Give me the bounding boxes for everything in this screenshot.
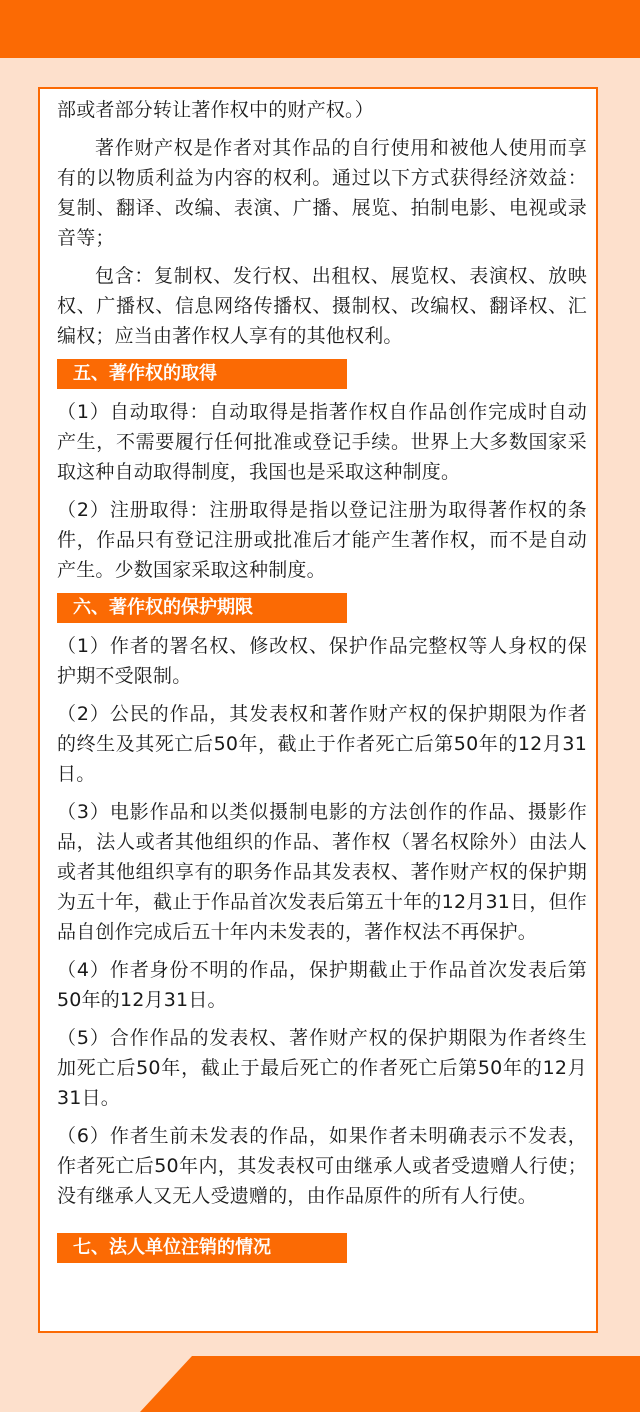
- article-body: [57, 95, 587, 1271]
- section6-item-2: （2）公民的作品，其发表权和著作财产权的保护期限为作者的终生及其死亡后50年，截止于作者死亡后第50年的12月31日。: [57, 703, 587, 785]
- section6-item-5: （5）合作作品的发表权、著作财产权的保护期限为作者终生加死亡后50年，截止于最后死亡的作者死亡后第50年的12月31日。: [57, 1027, 587, 1109]
- bottom-banner-shape: [0, 1356, 640, 1412]
- section5-item-1: （1）自动取得：自动取得是指著作权自作品创作完成时自动产生，不需要履行任何批准或登记手续。世界上大多数国家采取这种自动取得制度，我国也是采取这种制度。: [57, 401, 587, 483]
- intro-paragraph-2: 包含：复制权、发行权、出租权、展览权、表演权、放映权、广播权、信息网络传播权、摄制权、改编权、翻译权、汇编权；应当由著作权人享有的其他权利。: [57, 265, 587, 347]
- intro-paragraph-1: 著作财产权是作者对其作品的自行使用和被他人使用而享有的以物质利益为内容的权利。通过以下方式获得经济效益：复制、翻译、改编、表演、广播、展览、拍制电影、电视或录音等；: [57, 137, 587, 249]
- section-heading-6: 六、著作权的保护期限: [57, 593, 347, 623]
- section5-item-2: （2）注册取得：注册取得是指以登记注册为取得著作权的条件，作品只有登记注册或批准后才能产生著作权，而不是自动产生。少数国家采取这种制度。: [57, 499, 587, 581]
- section6-item-3: （3）电影作品和以类似摄制电影的方法创作的作品、摄影作品，法人或者其他组织的作品、著作权（署名权除外）由法人或者其他组织享有的职务作品其发表权、著作财产权的保护期为五十年，截止于作品首次发表后第五十年的12月31日，但作品自创作完成后五十年内未发表的，著作权法不再保护。: [57, 801, 587, 943]
- top-banner: [0, 0, 640, 58]
- bottom-banner: [0, 1356, 640, 1412]
- section6-item-1: （1）作者的署名权、修改权、保护作品完整权等人身权的保护期不受限制。: [57, 635, 587, 687]
- section-heading-7: 七、法人单位注销的情况: [57, 1233, 347, 1263]
- content-frame: [38, 87, 598, 1333]
- section-heading-5: 五、著作权的取得: [57, 359, 347, 389]
- section6-item-4: （4）作者身份不明的作品，保护期截止于作品首次发表后第50年的12月31日。: [57, 959, 587, 1011]
- intro-paragraph-0: 部或者部分转让著作权中的财产权。）: [57, 99, 374, 121]
- section6-item-6: （6）作者生前未发表的作品，如果作者未明确表示不发表，作者死亡后50年内，其发表权可由继承人或者受遗赠人行使；没有继承人又无人受遗赠的，由作品原件的所有人行使。: [57, 1125, 587, 1207]
